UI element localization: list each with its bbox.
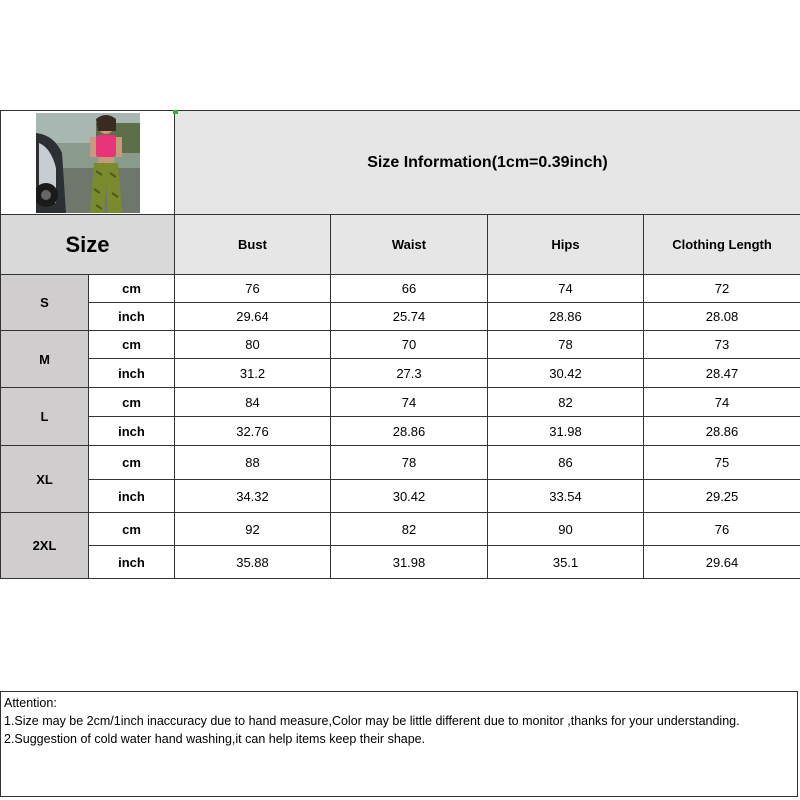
measurement-cell: 27.3: [331, 359, 488, 388]
measurement-cell: 92: [175, 513, 331, 546]
measurement-cell: 70: [331, 331, 488, 359]
measurement-cell: 88: [175, 446, 331, 480]
measurement-cell: 73: [644, 331, 800, 359]
size-chart: [0, 110, 800, 746]
size-header: Size: [1, 215, 175, 275]
unit-label: cm: [89, 446, 175, 480]
table-row: [1, 480, 800, 513]
table-row: [1, 359, 800, 388]
unit-label: cm: [89, 331, 175, 359]
measurement-cell: 28.86: [331, 417, 488, 446]
unit-label: inch: [89, 303, 175, 331]
measurement-cell: 33.54: [488, 480, 644, 513]
measurement-cell: 31.98: [488, 417, 644, 446]
table-row: [1, 417, 800, 446]
size-label: 2XL: [1, 513, 89, 579]
column-header-waist: Waist: [331, 215, 488, 275]
unit-label: cm: [89, 275, 175, 303]
unit-label: cm: [89, 388, 175, 417]
measurement-cell: 80: [175, 331, 331, 359]
column-header-clothing-length: Clothing Length: [644, 215, 800, 275]
unit-label: inch: [89, 480, 175, 513]
measurement-cell: 28.47: [644, 359, 800, 388]
unit-label: cm: [89, 513, 175, 546]
unit-label: inch: [89, 417, 175, 446]
notes-line-1: 1.Size may be 2cm/1inch inaccuracy due to hand measure,Color may be little different due to monitor ,thanks for your understanding.: [4, 714, 740, 728]
measurement-cell: 29.25: [644, 480, 800, 513]
table-row: [1, 446, 800, 480]
measurement-cell: 82: [488, 388, 644, 417]
chart-title: Size Information(1cm=0.39inch): [175, 111, 800, 215]
green-marker-icon: [173, 110, 178, 114]
measurement-cell: 82: [331, 513, 488, 546]
measurement-cell: 78: [331, 446, 488, 480]
size-label: L: [1, 388, 89, 446]
table-row: [1, 388, 800, 417]
measurement-cell: 66: [331, 275, 488, 303]
unit-label: inch: [89, 546, 175, 579]
measurement-cell: 28.08: [644, 303, 800, 331]
notes-line-2: 2.Suggestion of cold water hand washing,it can help items keep their shape.: [4, 732, 426, 746]
unit-label: inch: [89, 359, 175, 388]
measurement-cell: 31.2: [175, 359, 331, 388]
size-label: S: [1, 275, 89, 331]
measurement-cell: 74: [488, 275, 644, 303]
measurement-cell: 78: [488, 331, 644, 359]
attention-notes: [0, 691, 798, 797]
size-table: [0, 110, 800, 579]
column-header-hips: Hips: [488, 215, 644, 275]
measurement-cell: 75: [644, 446, 800, 480]
measurement-cell: 76: [644, 513, 800, 546]
measurement-cell: 35.1: [488, 546, 644, 579]
size-label: M: [1, 331, 89, 388]
measurement-cell: 28.86: [488, 303, 644, 331]
measurement-cell: 74: [644, 388, 800, 417]
measurement-cell: 74: [331, 388, 488, 417]
measurement-cell: 32.76: [175, 417, 331, 446]
measurement-cell: 35.88: [175, 546, 331, 579]
notes-heading: Attention:: [4, 696, 57, 710]
column-header-bust: Bust: [175, 215, 331, 275]
table-row: [1, 331, 800, 359]
measurement-cell: 25.74: [331, 303, 488, 331]
measurement-cell: 86: [488, 446, 644, 480]
measurement-cell: 30.42: [488, 359, 644, 388]
table-row: [1, 546, 800, 579]
table-row: [1, 275, 800, 303]
measurement-cell: 30.42: [331, 480, 488, 513]
measurement-cell: 76: [175, 275, 331, 303]
measurement-cell: 31.98: [331, 546, 488, 579]
table-row: [1, 513, 800, 546]
size-label: XL: [1, 446, 89, 513]
measurement-cell: 34.32: [175, 480, 331, 513]
measurement-cell: 90: [488, 513, 644, 546]
measurement-cell: 29.64: [175, 303, 331, 331]
measurement-cell: 72: [644, 275, 800, 303]
table-row: [1, 303, 800, 331]
measurement-cell: 28.86: [644, 417, 800, 446]
measurement-cell: 84: [175, 388, 331, 417]
product-photo: [36, 113, 140, 213]
measurement-cell: 29.64: [644, 546, 800, 579]
photo-cell: [1, 111, 175, 215]
